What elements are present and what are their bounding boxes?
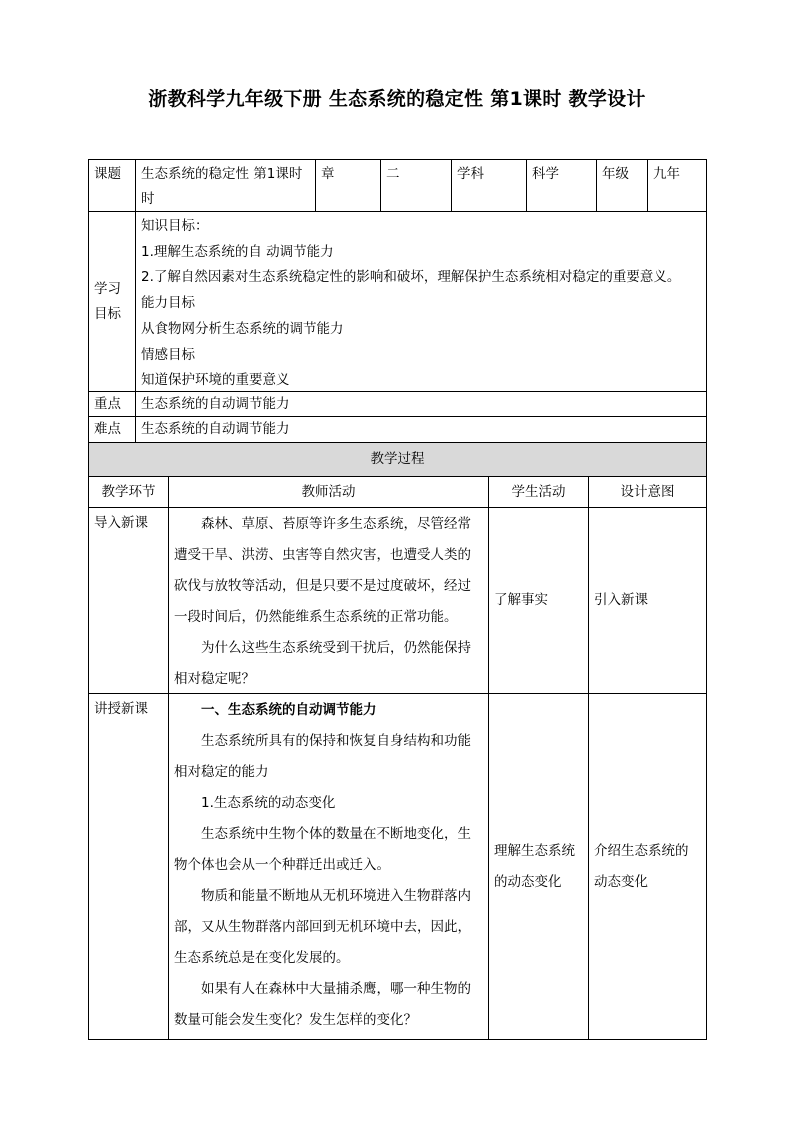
- topic-value-line2: 时: [141, 191, 155, 207]
- intro-student-cell: [488, 507, 589, 694]
- intro-teacher-question: 为什么这些生态系统受到干扰后，仍然能保持相对稳定呢？: [174, 640, 471, 687]
- key-point-value-cell: [135, 391, 707, 417]
- goals-label-line2: 目标: [94, 305, 121, 322]
- intro-design-cell: [588, 507, 707, 694]
- goals-label-line1: 学习: [94, 280, 121, 297]
- column-header-design: [588, 476, 707, 508]
- intro-teacher-cell: [168, 507, 489, 694]
- lesson-student-cell: [488, 693, 589, 1040]
- difficult-point-value: 生态系统的自动调节能力: [141, 421, 290, 437]
- subject-label-cell: [451, 159, 527, 212]
- grade-label-cell: [596, 159, 648, 212]
- chapter-label-cell: [315, 159, 381, 212]
- chapter-value: 二: [386, 166, 400, 182]
- difficult-point-label-cell: [88, 416, 136, 443]
- column-header-text: 学生活动: [511, 484, 566, 500]
- column-header-teacher: [168, 476, 489, 508]
- lesson-teacher-cell: [168, 693, 489, 1040]
- lesson-design: 介绍生态系统的动态变化: [594, 842, 689, 890]
- goals-label-cell: [88, 211, 136, 392]
- goals-line: 知道保护环境的重要意义: [141, 372, 290, 389]
- goals-line: 从食物网分析生态系统的调节能力: [141, 320, 344, 337]
- grade-value-cell: [647, 159, 707, 212]
- lesson-paragraph: 生态系统所具有的保持和恢复自身结构和功能相对稳定的能力: [174, 733, 471, 780]
- subject-label: 学科: [457, 166, 484, 182]
- goals-line: 1.理解生态系统的自 动调节能力: [141, 243, 334, 260]
- difficult-point-value-cell: [135, 416, 707, 443]
- column-header-student: [488, 476, 589, 508]
- key-point-label-cell: [88, 391, 136, 417]
- topic-label-cell: [88, 159, 136, 212]
- lesson-design-cell: [588, 693, 707, 1040]
- intro-stage: 导入新课: [94, 515, 148, 531]
- process-section-title: [88, 442, 707, 477]
- chapter-value-cell: [380, 159, 452, 212]
- lesson-subheading: 1.生态系统的动态变化: [201, 795, 336, 811]
- lesson-heading: 一、生态系统的自动调节能力: [201, 702, 377, 718]
- lesson-paragraph: 生态系统中生物个体的数量在不断地变化，生物个体也会从一个种群迁出或迁入。: [174, 826, 471, 873]
- grade-label: 年级: [602, 166, 629, 182]
- column-header-text: 教师活动: [301, 484, 356, 500]
- intro-student: 了解事实: [494, 591, 548, 608]
- lesson-stage: 讲授新课: [94, 701, 148, 717]
- column-header-text: 教学环节: [101, 484, 156, 500]
- topic-label: 课题: [94, 166, 121, 182]
- key-point-value: 生态系统的自动调节能力: [141, 396, 290, 412]
- difficult-point-label: 难点: [94, 421, 121, 437]
- process-title-text: 教学过程: [370, 451, 425, 467]
- intro-teacher-paragraph: 森林、草原、苔原等许多生态系统，尽管经常遭受干旱、洪涝、虫害等自然灾害，也遭受人类的砍伐与放牧等活动，但是只要不是过度破坏，经过一段时间后，仍然能维系生态系统的正常功能。: [174, 516, 471, 625]
- column-header-stage: [88, 476, 169, 508]
- intro-design: 引入新课: [594, 591, 648, 608]
- goals-line: 知识目标：: [141, 218, 209, 234]
- goals-content-cell: [135, 211, 707, 392]
- topic-value: 生态系统的稳定性 第1课时: [141, 166, 303, 182]
- chapter-label: 章: [321, 166, 335, 182]
- subject-value: 科学: [532, 166, 559, 182]
- lesson-paragraph: 物质和能量不断地从无机环境进入生物群落内部，又从生物群落内部回到无机环境中去，因此，生态系统总是在变化发展的。: [174, 888, 471, 966]
- grade-value: 九年: [653, 166, 680, 182]
- goals-line: 2.了解自然因素对生态系统稳定性的影响和破坏，理解保护生态系统相对稳定的重要意义。: [141, 269, 681, 286]
- key-point-label: 重点: [94, 396, 121, 412]
- lesson-stage-cell: [88, 693, 169, 1040]
- goals-line: 情感目标: [141, 346, 195, 363]
- lesson-student: 理解生态系统的动态变化: [494, 842, 575, 890]
- lesson-question: 如果有人在森林中大量捕杀鹰，哪一种生物的数量可能会发生变化？发生怎样的变化？: [174, 981, 471, 1028]
- intro-stage-cell: [88, 507, 169, 694]
- page-title: 浙教科学九年级下册 生态系统的稳定性 第1课时 教学设计: [148, 88, 646, 110]
- subject-value-cell: [526, 159, 597, 212]
- topic-value-cell: [135, 159, 316, 212]
- goals-line: 能力目标: [141, 295, 195, 312]
- column-header-text: 设计意图: [620, 484, 675, 500]
